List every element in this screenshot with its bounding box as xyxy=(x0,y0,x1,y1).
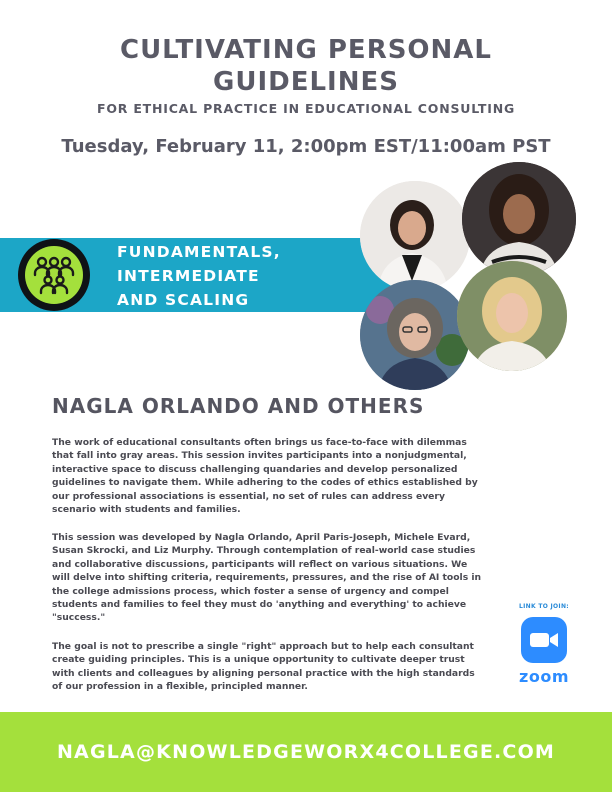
speaker-photo-2 xyxy=(462,162,576,276)
group-of-people-icon xyxy=(18,239,90,311)
speaker-photo-4 xyxy=(457,261,567,371)
page-title xyxy=(0,34,612,98)
video-camera-icon[interactable] xyxy=(521,617,567,663)
description-paragraph-2: This session was developed by Nagla Orlando, April Paris-Joseph, Michele Evard, Susan Skrocki, and Liz Murphy. Through contemplation of real-world case studies and collaborative discussions, participants will reflect on various situations. We will delve into shifting criteria, requirements, pressures, and the rise of AI tools in the college admissions process, which foster a sense of urgency and compel students and families to feel they must do 'anything and everything' to achieve "success." xyxy=(52,532,482,624)
title-line-2: GUIDELINES xyxy=(213,67,399,97)
title-line-1: CULTIVATING PERSONAL xyxy=(119,35,492,65)
contact-email[interactable]: NAGLA@KNOWLEDGEWORX4COLLEGE.COM xyxy=(56,741,556,763)
speakers-heading: NAGLA ORLANDO AND OTHERS xyxy=(52,394,425,418)
zoom-wordmark[interactable]: zoom xyxy=(519,667,569,686)
subtitle: FOR ETHICAL PRACTICE IN EDUCATIONAL CONSULTING xyxy=(96,101,516,116)
speaker-photo-3 xyxy=(360,280,470,390)
description-paragraph-1: The work of educational consultants often brings us face-to-face with dilemmas that fall into gray areas. This session invites participants into a nonjudgmental, interactive space to discuss challenging quandaries and develop personalized guidelines to navigate them. While adhering to the codes of ethics established by our professional associations is essential, no set of rules can address every scenario with students and families. xyxy=(52,437,478,516)
footer-bar xyxy=(0,712,612,792)
description-paragraph-3: The goal is not to prescribe a single "right" approach but to help each consultant create guiding principles. This is a unique opportunity to cultivate deeper trust with clients and colleagues by aligning personal practice with the high standards of our profession in a flexible, principled manner. xyxy=(52,641,475,693)
level-fundamentals: FUNDAMENTALS, xyxy=(117,243,281,261)
level-scaling: AND SCALING xyxy=(117,291,250,309)
zoom-link-label: LINK TO JOIN: xyxy=(519,603,569,610)
level-intermediate: INTERMEDIATE xyxy=(117,267,260,285)
speaker-photo-1 xyxy=(360,181,470,291)
event-datetime: Tuesday, February 11, 2:00pm EST/11:00am PST xyxy=(61,136,551,157)
